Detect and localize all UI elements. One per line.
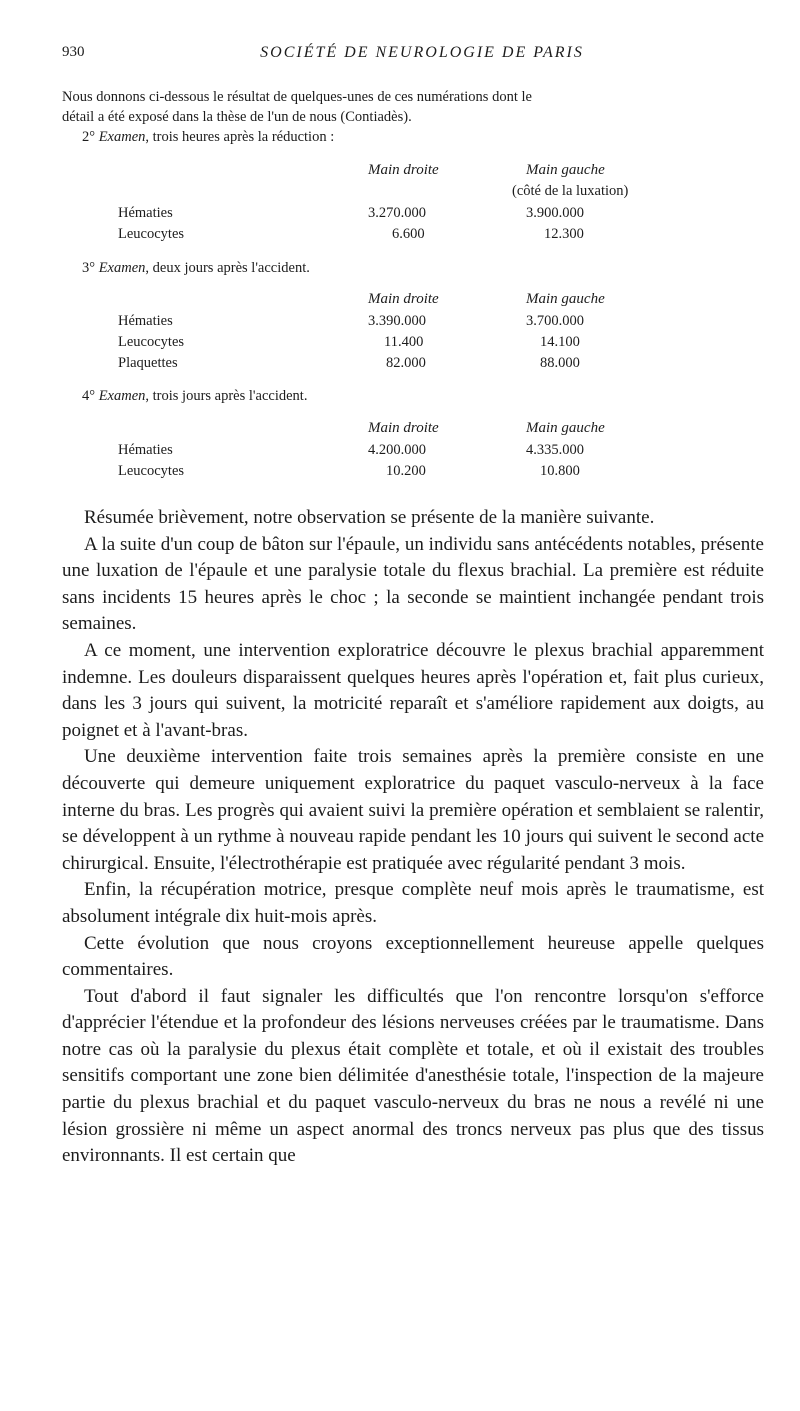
value-right-hand: 4.200.000 bbox=[368, 442, 426, 458]
table-row bbox=[0, 353, 800, 373]
column-header-left-hand: Main gauche bbox=[526, 291, 605, 307]
exam-4-heading bbox=[82, 386, 307, 406]
exam-description: , trois jours après l'accident. bbox=[145, 388, 308, 404]
value-left-hand: 88.000 bbox=[540, 355, 580, 371]
value-left-hand: 14.100 bbox=[540, 334, 580, 350]
exam-description: , trois heures après la réduction : bbox=[145, 129, 335, 145]
row-label: Leucocytes bbox=[118, 334, 185, 350]
table-header-row bbox=[0, 418, 800, 438]
value-left-hand: 4.335.000 bbox=[526, 442, 584, 458]
paragraph: Résumée brièvement, notre observation se présente de la manière suivante. bbox=[84, 507, 655, 528]
paragraph: Enfin, la récupération motrice, presque complète neuf mois après le traumatisme, est absolument intégrale dix huit-mois après. bbox=[62, 879, 764, 927]
table-row bbox=[0, 224, 800, 244]
table-row bbox=[0, 440, 800, 460]
paragraph: Une deuxième intervention faite trois semaines après la première consiste en une découverte qui demeure uniquement exploratrice du paquet vasculo-nerveux à la face interne du bras. Les progrès qui avaient suivi la première opération et semblaient se ralentir, se développent à un rythme à nouveau rapide pendant les 10 jours qui suivent le second acte chirurgical. Ensuite, l'électrothérapie est pratiquée avec régularité pendant 3 mois. bbox=[62, 746, 764, 874]
table-row bbox=[0, 332, 800, 352]
value-left-hand: 12.300 bbox=[544, 226, 584, 242]
row-label: Plaquettes bbox=[118, 355, 178, 371]
exam-3-heading bbox=[82, 258, 310, 278]
page-number: 930 bbox=[62, 44, 85, 60]
value-left-hand: 10.800 bbox=[540, 463, 580, 479]
table-row bbox=[0, 203, 800, 223]
exam-description: , deux jours après l'accident. bbox=[145, 260, 310, 276]
value-right-hand: 3.390.000 bbox=[368, 313, 426, 329]
paragraph: Tout d'abord il faut signaler les difficultés que l'on rencontre lorsqu'on s'efforce d'apprécier l'étendue et la profondeur des lésions nerveuses créées par le traumatisme. Dans notre cas où la paralysie du plexus était complète et totale, et où il existait des troubles sensitifs comportant une zone bien délimitée d'anesthésie totale, l'inspection de la majeure partie du plexus brachial et du paquet vasculo-nerveux du bras ne nous a revélé ni une lésion grossière ni même un aspect anormal des troncs nerveux pas plus que des tissus environnants. Il est certain que bbox=[62, 985, 764, 1167]
running-title: SOCIÉTÉ DE NEUROLOGIE DE PARIS bbox=[260, 44, 584, 61]
table-header-note-row bbox=[0, 181, 800, 201]
row-label: Hématies bbox=[118, 442, 173, 458]
paragraph: Cette évolution que nous croyons exceptionnellement heureuse appelle quelques commentaires. bbox=[62, 932, 764, 981]
row-label: Leucocytes bbox=[118, 226, 185, 242]
value-right-hand: 10.200 bbox=[386, 463, 426, 479]
row-label: Hématies bbox=[118, 313, 173, 329]
page-header bbox=[62, 44, 782, 70]
intro-line-2: détail a été exposé dans la thèse de l'un de nous (Contiadès). bbox=[62, 109, 412, 125]
exam-number: 4° bbox=[82, 388, 96, 404]
value-right-hand: 11.400 bbox=[384, 334, 424, 350]
paragraph: A la suite d'un coup de bâton sur l'épaule, un individu sans antécédents notables, présente une luxation de l'épaule et une paralysie totale du flexus brachial. La première est réduite sans incidents 15 heures après le choc ; la seconde se maintient inchangée pendant trois semaines. bbox=[62, 533, 764, 635]
exam-2-heading bbox=[82, 127, 334, 147]
exam-title: Examen bbox=[98, 129, 146, 145]
column-header-note: (côté de la luxation) bbox=[512, 183, 629, 199]
intro-line-1: Nous donnons ci-dessous le résultat de quelques-unes de ces numérations dont le bbox=[62, 89, 532, 105]
column-header-right-hand: Main droite bbox=[368, 162, 439, 178]
value-right-hand: 6.600 bbox=[392, 226, 425, 242]
value-left-hand: 3.700.000 bbox=[526, 313, 584, 329]
row-label: Hématies bbox=[118, 205, 173, 221]
paragraph: A ce moment, une intervention exploratrice découvre le plexus brachial apparemment indemne. Les douleurs disparaissent quelques heures après l'opération et, fait plus curieux, dans les 3 jours qui suivent, la motricité reparaît et s'améliore rapidement aux doigts, au poignet et à l'avant-bras. bbox=[62, 639, 764, 741]
exam-title: Examen bbox=[98, 260, 146, 276]
exam-number: 3° bbox=[82, 260, 96, 276]
column-header-right-hand: Main droite bbox=[368, 291, 439, 307]
table-header-row bbox=[0, 160, 800, 180]
table-row bbox=[0, 311, 800, 331]
column-header-left-hand: Main gauche bbox=[526, 162, 605, 178]
value-right-hand: 82.000 bbox=[386, 355, 426, 371]
exam-number: 2° bbox=[82, 129, 96, 145]
value-left-hand: 3.900.000 bbox=[526, 205, 584, 221]
row-label: Leucocytes bbox=[118, 463, 185, 479]
body-text bbox=[62, 505, 764, 1170]
column-header-left-hand: Main gauche bbox=[526, 420, 605, 436]
column-header-right-hand: Main droite bbox=[368, 420, 439, 436]
value-right-hand: 3.270.000 bbox=[368, 205, 426, 221]
table-header-row bbox=[0, 289, 800, 309]
table-row bbox=[0, 461, 800, 481]
exam-title: Examen bbox=[98, 388, 146, 404]
